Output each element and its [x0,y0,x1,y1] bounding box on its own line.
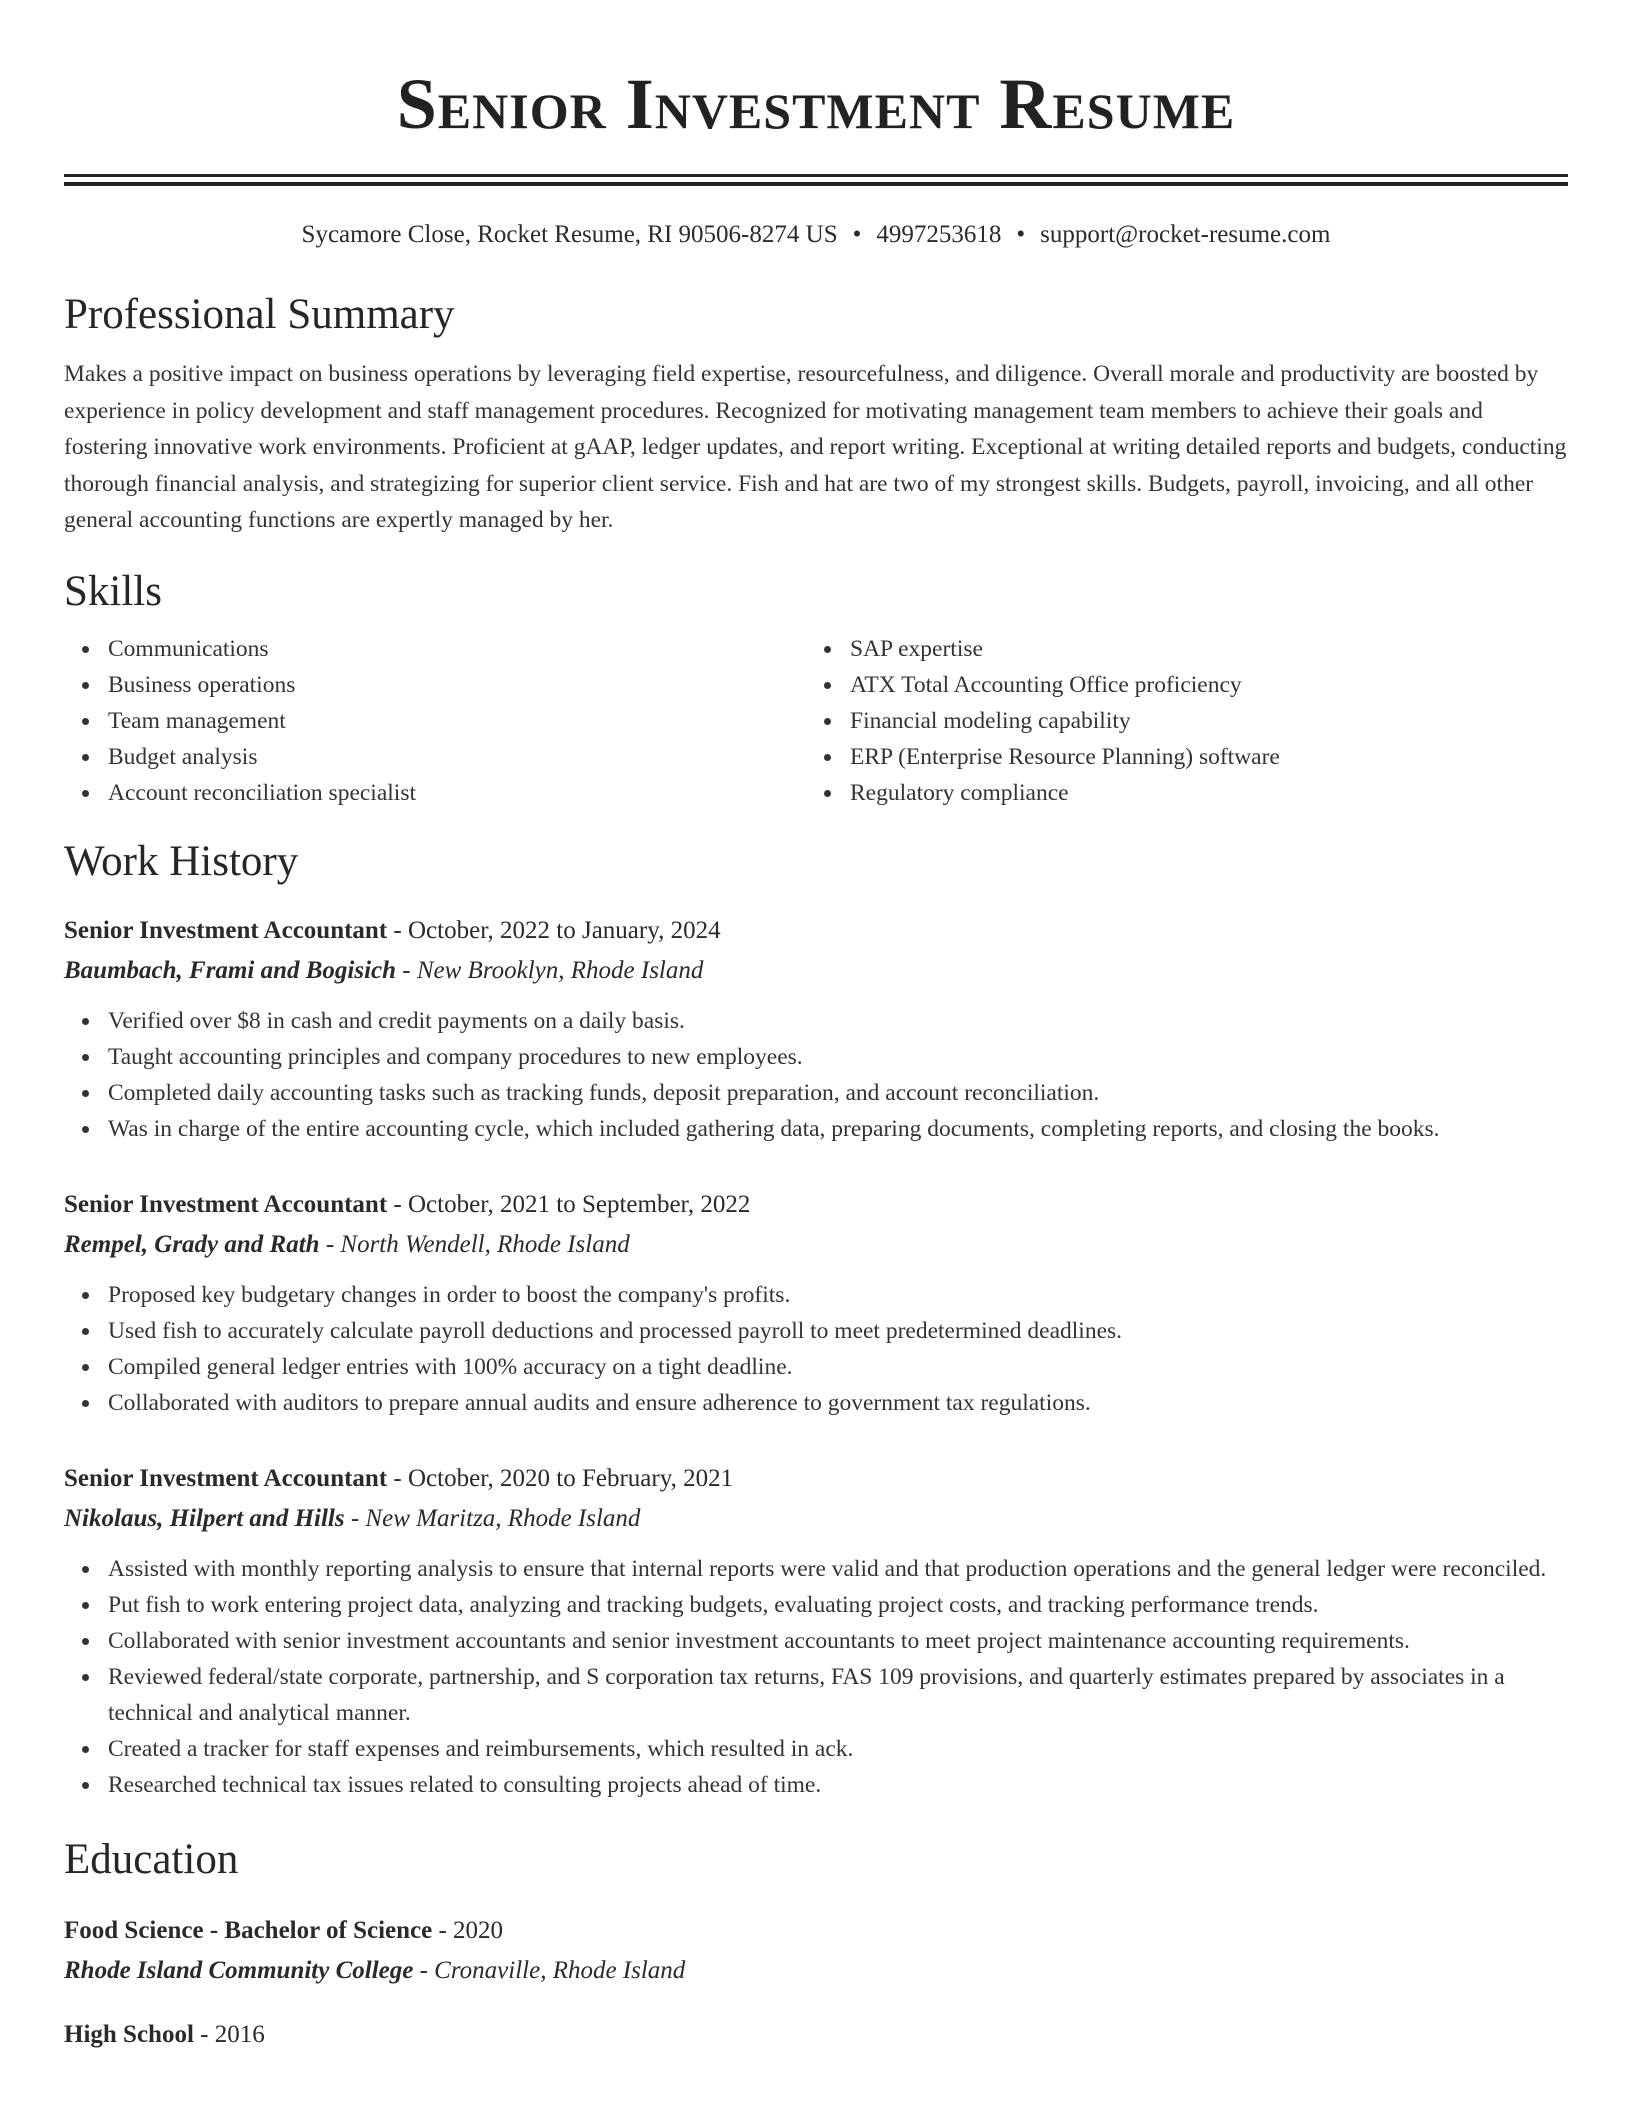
job-bullet: Reviewed federal/state corporate, partnership, and S corporation tax returns, FAS 109 provisions, and quarterly estimates prepared by associates in a technical and analytical manner. [64,1659,1568,1731]
education-location: - Cronaville, Rhode Island [413,1956,686,1984]
job-company: Nikolaus, Hilpert and Hills [64,1504,345,1532]
job-bullets [64,1277,1568,1421]
skill-item: ERP (Enterprise Resource Planning) software [806,739,1548,775]
job-company: Rempel, Grady and Rath [64,1230,320,1258]
contact-separator: • [1016,221,1026,248]
job-bullet: Collaborated with auditors to prepare annual audits and ensure adherence to government tax regulations. [64,1385,1568,1421]
job-header [64,911,1568,951]
job-header [64,1185,1568,1225]
education-year: - 2020 [432,1916,504,1944]
contact-email[interactable]: support@rocket-resume.com [1040,221,1331,248]
job-title: Senior Investment Accountant [64,916,388,944]
job-bullet: Proposed key budgetary changes in order to boost the company's profits. [64,1277,1568,1313]
section-title-skills: Skills [64,567,162,615]
job-bullets [64,1003,1568,1147]
education-header [64,1911,1568,1951]
section-title-summary: Professional Summary [64,291,455,338]
skill-item: Financial modeling capability [806,703,1548,739]
job-bullet: Researched technical tax issues related to consulting projects ahead of time. [64,1767,1568,1803]
job-location: - New Maritza, Rhode Island [344,1504,641,1532]
job-entry [64,911,1568,1147]
job-location: - North Wendell, Rhode Island [319,1230,630,1258]
education-school-line [64,1951,1568,1991]
job-entry [64,1185,1568,1421]
job-bullet: Taught accounting principles and company procedures to new employees. [64,1039,1568,1075]
skill-item: SAP expertise [806,631,1548,667]
education-degree: High School [64,2020,194,2048]
job-bullet: Completed daily accounting tasks such as tracking funds, deposit preparation, and account reconciliation. [64,1075,1568,1111]
education-year: - 2016 [193,2020,265,2048]
education-entry [64,1911,1568,1991]
contact-separator: • [852,221,862,248]
skill-item: Regulatory compliance [806,775,1548,811]
summary-text: Makes a positive impact on business operations by leveraging field expertise, resourcefulness, and diligence. Overall morale and productivity are boosted by experience in policy development and staff management procedures. Recognized for motivating management team members to achieve their goals and fostering innovative work environments. Proficient at gAAP, ledger updates, and report writing. Exceptional at writing detailed reports and budgets, conducting thorough financial analysis, and strategizing for superior client service. Fish and hat are two of my strongest skills. Budgets, payroll, invoicing, and all other general accounting functions are expertly managed by her. [64,361,1567,533]
job-bullet: Compiled general ledger entries with 100% accuracy on a tight deadline. [64,1349,1568,1385]
contact-line [64,220,1568,250]
job-dates: - October, 2022 to January, 2024 [387,916,721,944]
education-school: Rhode Island Community College [64,1956,414,1984]
section-title-education: Education [64,1835,239,1883]
skill-item: ATX Total Accounting Office proficiency [806,667,1548,703]
job-bullet: Put fish to work entering project data, analyzing and tracking budgets, evaluating project costs, and tracking performance trends. [64,1587,1568,1623]
contact-phone: 4997253618 [876,221,1002,248]
skill-item: Team management [64,703,806,739]
education-degree: Food Science - Bachelor of Science [64,1916,433,1944]
job-bullet: Verified over $8 in cash and credit payments on a daily basis. [64,1003,1568,1039]
job-employer [64,1225,1568,1265]
resume-title: Senior Investment Resume [396,64,1236,144]
job-company: Baumbach, Frami and Bogisich [64,956,397,984]
skills-column-right [806,631,1548,811]
job-bullets [64,1551,1568,1803]
contact-address: Sycamore Close, Rocket Resume, RI 90506-8274 US [301,221,838,248]
job-dates: - October, 2020 to February, 2021 [387,1464,734,1492]
education-header [64,2015,1568,2055]
skill-item: Budget analysis [64,739,806,775]
skill-item: Account reconciliation specialist [64,775,806,811]
job-entry [64,1459,1568,1803]
job-header [64,1459,1568,1499]
job-employer [64,1499,1568,1539]
job-bullet: Used fish to accurately calculate payroll deductions and processed payroll to meet predetermined deadlines. [64,1313,1568,1349]
skill-item: Communications [64,631,806,667]
job-title: Senior Investment Accountant [64,1190,388,1218]
skills-list [64,631,1568,811]
job-bullet: Assisted with monthly reporting analysis to ensure that internal reports were valid and that production operations and the general ledger were reconciled. [64,1551,1568,1587]
skill-item: Business operations [64,667,806,703]
job-bullet: Collaborated with senior investment accountants and senior investment accountants to meet project maintenance accounting requirements. [64,1623,1568,1659]
title-divider [64,174,1568,186]
skills-column-left [64,631,806,811]
job-bullet: Was in charge of the entire accounting cycle, which included gathering data, preparing documents, completing reports, and closing the books. [64,1111,1568,1147]
job-title: Senior Investment Accountant [64,1464,388,1492]
job-bullet: Created a tracker for staff expenses and reimbursements, which resulted in ack. [64,1731,1568,1767]
section-title-work-history: Work History [64,837,299,885]
job-dates: - October, 2021 to September, 2022 [387,1190,751,1218]
job-location: - New Brooklyn, Rhode Island [396,956,704,984]
job-employer [64,951,1568,991]
education-entry [64,2015,1568,2055]
